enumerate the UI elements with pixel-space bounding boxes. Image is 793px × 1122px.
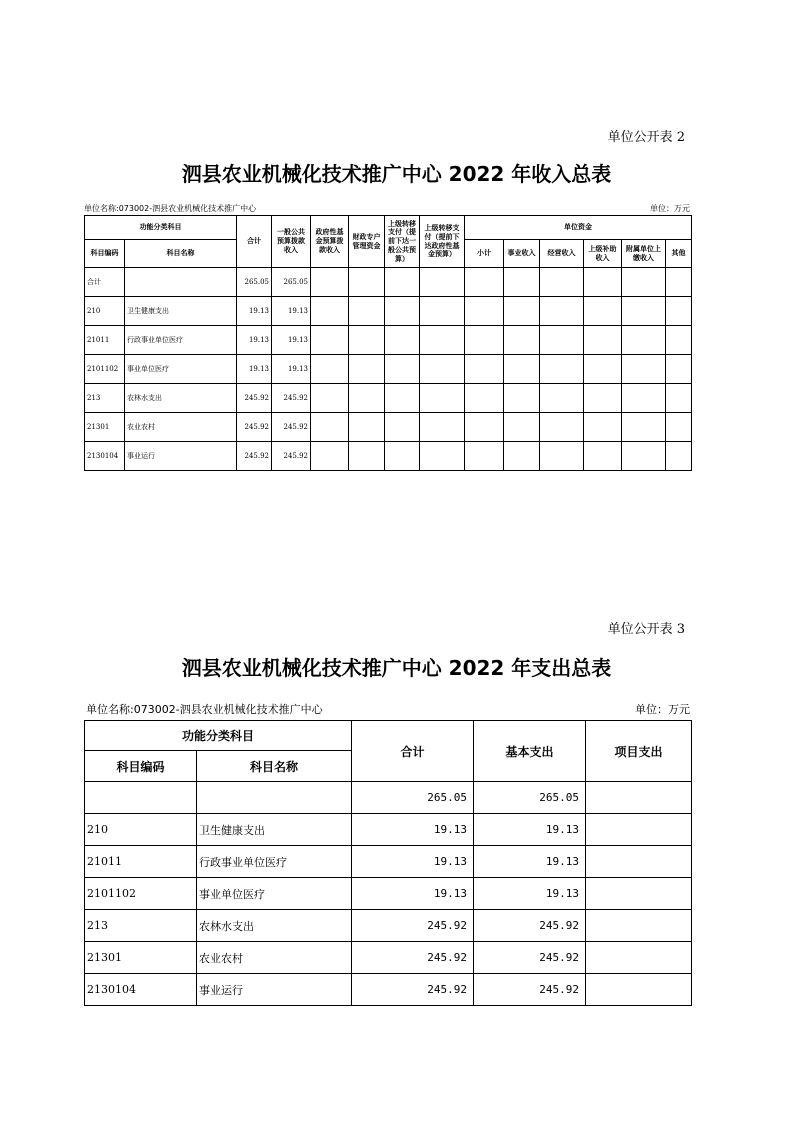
header-basic: 基本支出 <box>474 721 586 782</box>
header-total: 合计 <box>237 216 272 268</box>
table-row <box>85 268 692 297</box>
header-code: 科目编码 <box>85 240 125 268</box>
row-code: 21011 <box>85 326 125 355</box>
header-operating: 经营收入 <box>540 240 584 268</box>
row-total: 245.92 <box>352 910 474 942</box>
row-name: 农林水支出 <box>125 384 237 413</box>
row-total: 245.92 <box>352 942 474 974</box>
row-name: 农业农村 <box>197 942 352 974</box>
header-name: 科目名称 <box>125 240 237 268</box>
row-total: 19.13 <box>352 878 474 910</box>
table-row <box>85 297 692 326</box>
row-code: 210 <box>85 814 197 846</box>
row-total: 245.92 <box>352 974 474 1006</box>
row-name: 农业农村 <box>125 413 237 442</box>
header-subsidy: 上级补助收入 <box>584 240 622 268</box>
row-code: 21011 <box>85 846 197 878</box>
expense-table-title: 泗县农业机械化技术推广中心 2022 年支出总表 <box>181 656 612 680</box>
row-code: 213 <box>85 384 125 413</box>
row-total: 19.13 <box>352 814 474 846</box>
header-code: 科目编码 <box>85 751 197 782</box>
row-general: 19.13 <box>272 326 311 355</box>
header-fiscal-special: 财政专户管理资金 <box>349 216 385 268</box>
row-total: 245.92 <box>237 413 272 442</box>
row-name: 农林水支出 <box>197 910 352 942</box>
row-code: 2101102 <box>85 878 197 910</box>
header-subtotal: 小计 <box>465 240 504 268</box>
row-code: 合计 <box>85 268 125 297</box>
row-basic: 245.92 <box>474 974 586 1006</box>
table-row <box>85 974 692 1006</box>
table-row <box>85 326 692 355</box>
row-basic: 245.92 <box>474 942 586 974</box>
table-row <box>85 355 692 384</box>
row-general: 245.92 <box>272 384 311 413</box>
header-gov-fund: 政府性基金预算拨款收入 <box>311 216 349 268</box>
header-general-budget: 一般公共预算拨款收入 <box>272 216 311 268</box>
table-row <box>85 384 692 413</box>
expense-unit-name: 单位名称:073002-泗县农业机械化技术推广中心 <box>86 703 323 716</box>
row-code: 210 <box>85 297 125 326</box>
row-name: 行政事业单位医疗 <box>197 846 352 878</box>
row-code: 213 <box>85 910 197 942</box>
row-name: 事业运行 <box>197 974 352 1006</box>
income-table-title: 泗县农业机械化技术推广中心 2022 年收入总表 <box>181 162 612 186</box>
header-affiliated: 附属单位上缴收入 <box>622 240 666 268</box>
row-code: 2101102 <box>85 355 125 384</box>
row-code <box>85 782 197 814</box>
header-total: 合计 <box>352 721 474 782</box>
row-total: 19.13 <box>352 846 474 878</box>
row-basic: 19.13 <box>474 846 586 878</box>
row-name: 行政事业单位医疗 <box>125 326 237 355</box>
row-code: 21301 <box>85 413 125 442</box>
table-row <box>85 942 692 974</box>
header-project: 项目支出 <box>586 721 692 782</box>
table-row <box>85 782 692 814</box>
row-basic: 19.13 <box>474 878 586 910</box>
header-unit-funds: 单位资金 <box>465 216 692 240</box>
header-business: 事业收入 <box>504 240 540 268</box>
row-name: 事业单位医疗 <box>125 355 237 384</box>
table-row <box>85 413 692 442</box>
header-func-subject: 功能分类科目 <box>85 216 237 240</box>
table-tag-2: 单位公开表 2 <box>607 130 685 145</box>
row-total: 265.05 <box>352 782 474 814</box>
row-general: 245.92 <box>272 442 311 471</box>
income-summary-table <box>84 215 692 471</box>
header-func-subject: 功能分类科目 <box>85 721 352 751</box>
row-basic: 265.05 <box>474 782 586 814</box>
row-total: 265.05 <box>237 268 272 297</box>
header-other: 其他 <box>666 240 692 268</box>
row-general: 19.13 <box>272 297 311 326</box>
table-row <box>85 846 692 878</box>
expense-summary-table <box>84 720 692 1006</box>
row-basic: 19.13 <box>474 814 586 846</box>
row-name: 卫生健康支出 <box>197 814 352 846</box>
row-basic: 245.92 <box>474 910 586 942</box>
row-total: 19.13 <box>237 326 272 355</box>
row-general: 19.13 <box>272 355 311 384</box>
table-row <box>85 878 692 910</box>
row-general: 265.05 <box>272 268 311 297</box>
table-row <box>85 442 692 471</box>
header-transfer-general: 上级转移支付（提前下达一般公共预算） <box>385 216 420 268</box>
row-code: 2130104 <box>85 442 125 471</box>
table-tag-3: 单位公开表 3 <box>607 622 685 637</box>
row-total: 19.13 <box>237 355 272 384</box>
row-total: 245.92 <box>237 442 272 471</box>
income-unit-label: 单位：万元 <box>650 204 690 213</box>
row-name: 事业单位医疗 <box>197 878 352 910</box>
row-general: 245.92 <box>272 413 311 442</box>
expense-unit-label: 单位：万元 <box>635 703 690 716</box>
row-name <box>125 268 237 297</box>
row-name: 事业运行 <box>125 442 237 471</box>
header-transfer-fund: 上级转移支付（提前下达政府性基金预算） <box>420 216 465 268</box>
income-unit-name: 单位名称:073002-泗县农业机械化技术推广中心 <box>84 204 257 213</box>
row-total: 245.92 <box>237 384 272 413</box>
row-name: 卫生健康支出 <box>125 297 237 326</box>
row-total: 19.13 <box>237 297 272 326</box>
table-row <box>85 910 692 942</box>
header-name: 科目名称 <box>197 751 352 782</box>
row-code: 2130104 <box>85 974 197 1006</box>
table-row <box>85 814 692 846</box>
row-name <box>197 782 352 814</box>
row-code: 21301 <box>85 942 197 974</box>
